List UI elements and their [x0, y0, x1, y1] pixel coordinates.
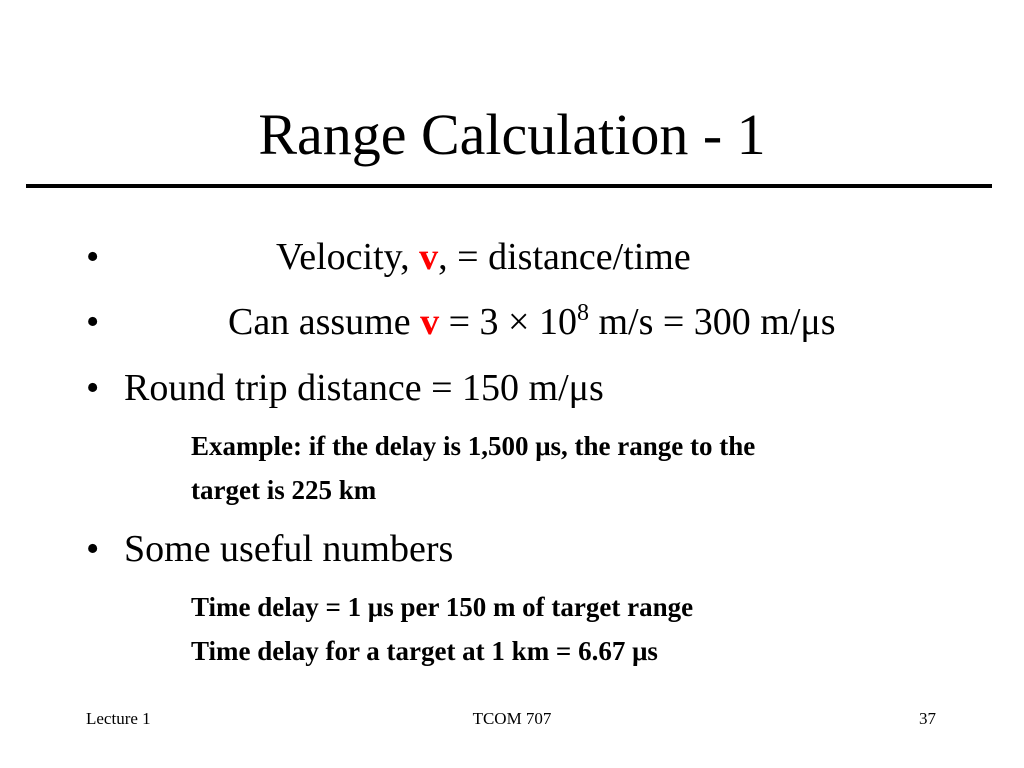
footer-lecture: Lecture 1	[86, 709, 151, 728]
round-trip-text: Round trip distance = 150 m/μs	[124, 367, 604, 409]
footer-page-number: 37	[919, 709, 936, 728]
velocity-prefix: Velocity,	[276, 236, 420, 278]
bullet-dot: •	[86, 236, 100, 278]
bullet-useful-numbers	[86, 527, 453, 571]
bullet-assume	[86, 300, 836, 344]
example-line-1: Example: if the delay is 1,500 μs, the range to the	[191, 431, 756, 461]
velocity-definition: = distance/time	[447, 236, 691, 278]
useful-line-2: Time delay for a target at 1 km = 6.67 μs	[191, 636, 658, 666]
assume-exponent: 8	[576, 300, 589, 326]
assume-value: = 3 × 10	[439, 301, 577, 343]
bullet-dot: •	[86, 528, 100, 570]
slide-title: Range Calculation - 1	[258, 102, 766, 167]
useful-numbers-text: Some useful numbers	[124, 528, 454, 570]
bullet-dot: •	[86, 367, 100, 409]
bullet-dot: •	[86, 301, 100, 343]
velocity-comma: ,	[438, 236, 448, 278]
assume-variable: v	[420, 301, 440, 343]
velocity-variable: v	[419, 236, 439, 278]
bullet-velocity	[86, 235, 691, 279]
footer-course: TCOM 707	[472, 709, 552, 728]
assume-prefix: Can assume	[228, 301, 421, 343]
useful-line-1: Time delay = 1 μs per 150 m of target range	[191, 592, 694, 622]
assume-units: m/s = 300 m/μs	[588, 301, 836, 343]
title-divider	[26, 184, 992, 188]
example-line-2: target is 225 km	[191, 475, 377, 505]
bullet-round-trip	[86, 366, 604, 410]
